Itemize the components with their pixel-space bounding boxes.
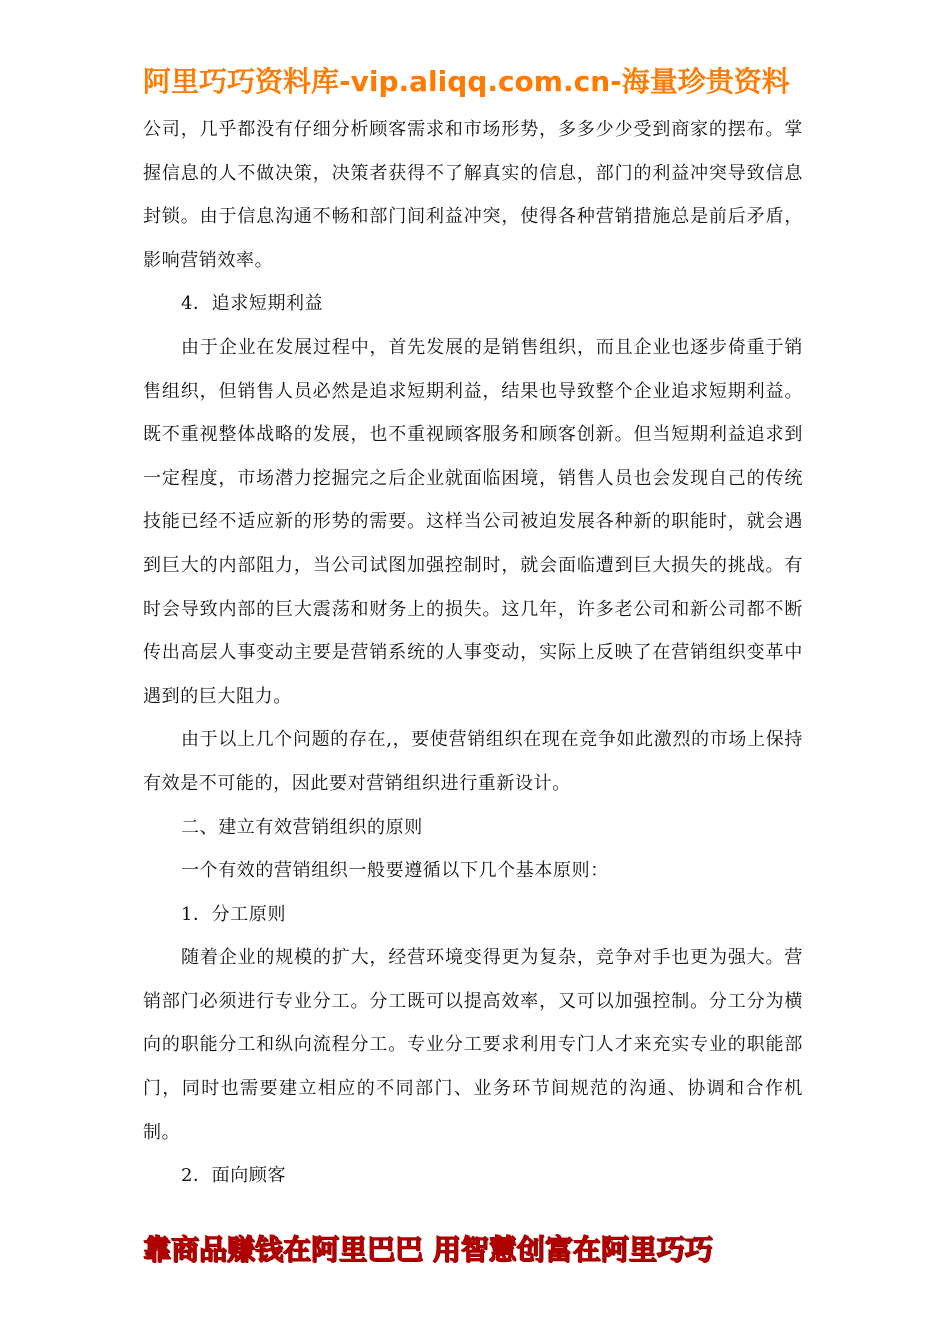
- paragraph-continuation: 公司，几乎都没有仔细分析顾客需求和市场形势，多多少少受到商家的摆布。掌握信息的人不做决策，决策者获得不了解真实的信息，部门的利益冲突导致信息封锁。由于信息沟通不畅和部门间利益冲突，使得各种营销措施总是前后矛盾，影响营销效率。: [143, 119, 803, 271]
- header-banner: 阿里巧巧资料库-vip.aliqq.com.cn-海量珍贵资料: [143, 65, 790, 98]
- paragraph-division-of-labor: 随着企业的规模的扩大，经营环境变得更为复杂，竞争对手也更为强大。营销部门必须进行专业分工。分工既可以提高效率，又可以加强控制。分工分为横向的职能分工和纵向流程分工。专业分工要求利用专门人才来充实专业的职能部门，同时也需要建立相应的不同部门、业务环节间规范的沟通、协调和合作机制。: [143, 947, 803, 1143]
- paragraph-principles-intro: 一个有效的营销组织一般要遵循以下几个基本原则：: [181, 860, 609, 882]
- footer-banner: 靠商品赚钱在阿里巴巴 用智慧创富在阿里巧巧: [143, 1233, 713, 1266]
- section-heading-short-term-profit: 4．追求短期利益: [181, 293, 324, 315]
- section-heading-principles: 二、建立有效营销组织的原则: [181, 816, 423, 838]
- document-body: [143, 108, 803, 1198]
- paragraph-short-term-profit: 由于企业在发展过程中，首先发展的是销售组织，而且企业也逐步倚重于销售组织，但销售人员必然是追求短期利益，结果也导致整个企业追求短期利益。既不重视整体战略的发展，也不重视顾客服务和顾客创新。但当短期利益追求到一定程度，市场潜力挖掘完之后企业就面临困境，销售人员也会发现自己的传统技能已经不适应新的形势的需要。这样当公司被迫发展各种新的职能时，就会遇到巨大的内部阻力，当公司试图加强控制时，就会面临遭到巨大损失的挑战。有时会导致内部的巨大震荡和财务上的损失。这几年，许多老公司和新公司都不断传出高层人事变动主要是营销系统的人事变动，实际上反映了在营销组织变革中遇到的巨大阻力。: [143, 336, 803, 707]
- section-heading-customer-oriented: 2．面向顾客: [181, 1165, 287, 1187]
- section-heading-division-of-labor: 1．分工原则: [181, 903, 287, 925]
- paragraph-conclusion: 由于以上几个问题的存在,，要使营销组织在现在竞争如此激烈的市场上保持有效是不可能的，因此要对营销组织进行重新设计。: [143, 729, 803, 794]
